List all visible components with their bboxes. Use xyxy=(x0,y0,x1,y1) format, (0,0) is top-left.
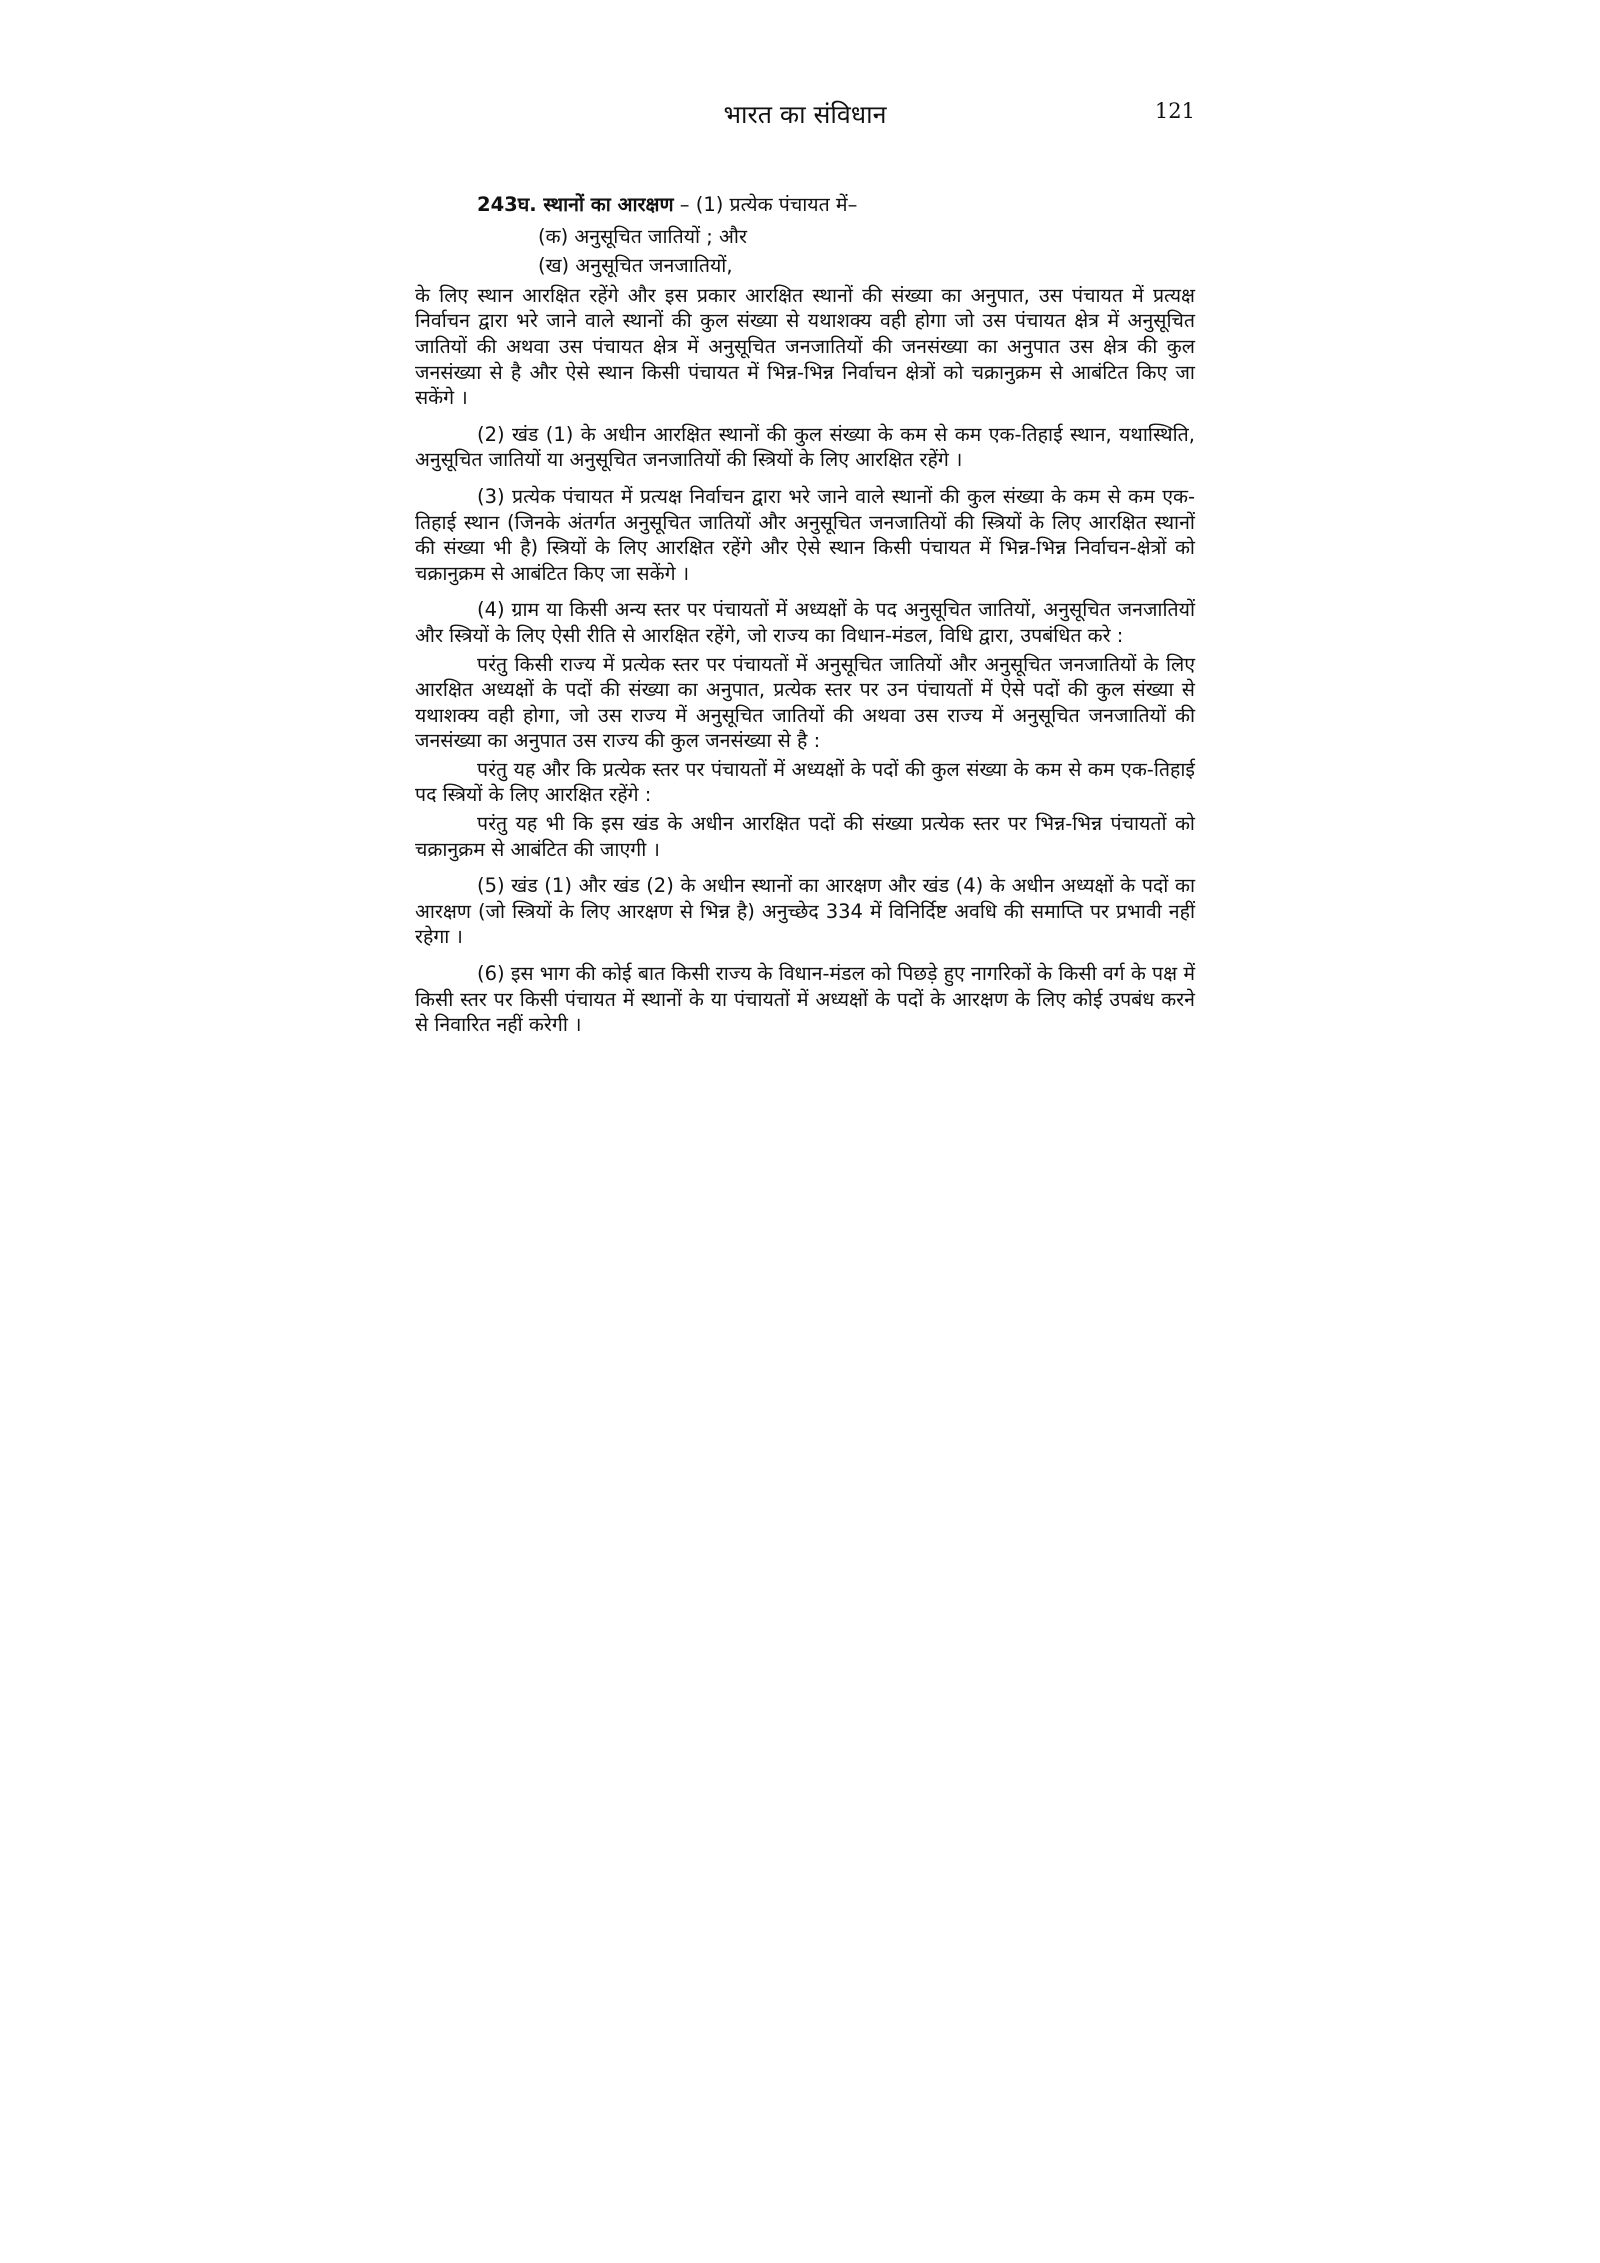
article-heading xyxy=(477,192,1195,218)
clause-k: (क) अनुसूचित जातियों ; और xyxy=(538,224,747,248)
paragraph-5: (5) खंड (1) और खंड (2) के अधीन स्थानों का आरक्षण और खंड (4) के अधीन अध्यक्षों के पदों का आरक्षण (जो स्त्रियों के लिए आरक्षण से भिन्न है) अनुच्छेद 334 में विनिर्दिष्ट अवधि की समाप्ति पर प्रभावी नहीं रहेगा । xyxy=(415,874,1195,949)
proviso-1: परंतु किसी राज्य में प्रत्येक स्तर पर पंचायतों में अनुसूचित जातियों और अनुसूचित जनजातियों के लिए आरक्षित अध्यक्षों के पदों की संख्या का अनुपात, प्रत्येक स्तर पर उन पंचायतों में ऐसे पदों की कुल संख्या से यथाशक्य वही होगा, जो उस राज्य में अनुसूचित जातियों की अथवा उस राज्य में अनुसूचित जनजातियों की जनसंख्या का अनुपात उस राज्य की कुल जनसंख्या से है : xyxy=(415,652,1195,753)
page-title: भारत का संविधान xyxy=(723,100,887,129)
article-body xyxy=(415,192,1195,1049)
article-heading-rest: – (1) प्रत्येक पंचायत में– xyxy=(673,193,858,216)
page-number: 121 xyxy=(1154,99,1195,123)
paragraph-1-continuation: के लिए स्थान आरक्षित रहेंगे और इस प्रकार आरक्षित स्थानों की संख्या का अनुपात, उस पंचायत में प्रत्यक्ष निर्वाचन द्वारा भरे जाने वाले स्थानों की कुल संख्या से यथाशक्य वही होगा जो उस पंचायत क्षेत्र में अनुसूचित जातियों की अथवा उस पंचायत क्षेत्र में अनुसूचित जनजातियों की जनसंख्या का अनुपात उस क्षेत्र की कुल जनसंख्या से है और ऐसे स्थान किसी पंचायत में भिन्न-भिन्न निर्वाचन क्षेत्रों को चक्रानुक्रम से आबंटित किए जा सकेंगे । xyxy=(415,283,1195,410)
article-title: 243घ. स्थानों का आरक्षण xyxy=(477,193,674,216)
paragraph-4: (4) ग्राम या किसी अन्य स्तर पर पंचायतों में अध्यक्षों के पद अनुसूचित जातियों, अनुसूचित जनजातियों और स्त्रियों के लिए ऐसी रीति से आरक्षित रहेंगे, जो राज्य का विधान-मंडल, विधि द्वारा, उपबंधित करे : xyxy=(415,598,1195,647)
page-header xyxy=(415,98,1195,138)
paragraph-2: (2) खंड (1) के अधीन आरक्षित स्थानों की कुल संख्या के कम से कम एक-तिहाई स्थान, यथास्थिति, अनुसूचित जातियों या अनुसूचित जनजातियों की स्त्रियों के लिए आरक्षित रहेंगे । xyxy=(415,422,1195,472)
paragraph-6: (6) इस भाग की कोई बात किसी राज्य के विधान-मंडल को पिछड़े हुए नागरिकों के किसी वर्ग के पक्ष में किसी स्तर पर किसी पंचायत में स्थानों के या पंचायतों में अध्यक्षों के पदों के आरक्षण के लिए कोई उपबंध करने से निवारित नहीं करेगी । xyxy=(415,962,1195,1037)
proviso-3: परंतु यह भी कि इस खंड के अधीन आरक्षित पदों की संख्या प्रत्येक स्तर पर भिन्न-भिन्न पंचायतों को चक्रानुक्रम से आबंटित की जाएगी । xyxy=(415,812,1195,861)
proviso-2: परंतु यह और कि प्रत्येक स्तर पर पंचायतों में अध्यक्षों के पदों की कुल संख्या के कम से कम एक-तिहाई पद स्त्रियों के लिए आरक्षित रहेंगे : xyxy=(415,757,1195,807)
paragraph-3: (3) प्रत्येक पंचायत में प्रत्यक्ष निर्वाचन द्वारा भरे जाने वाले स्थानों की कुल संख्या के कम से कम एक-तिहाई स्थान (जिनके अंतर्गत अनुसूचित जातियों और अनुसूचित जनजातियों की स्त्रियों के लिए आरक्षित स्थानों की संख्या भी है) स्त्रियों के लिए आरक्षित रहेंगे और ऐसे स्थान किसी पंचायत में भिन्न-भिन्न निर्वाचन-क्षेत्रों को चक्रानुक्रम से आबंटित किए जा सकेंगे । xyxy=(415,484,1195,585)
clause-kh: (ख) अनुसूचित जनजातियों, xyxy=(538,254,733,278)
